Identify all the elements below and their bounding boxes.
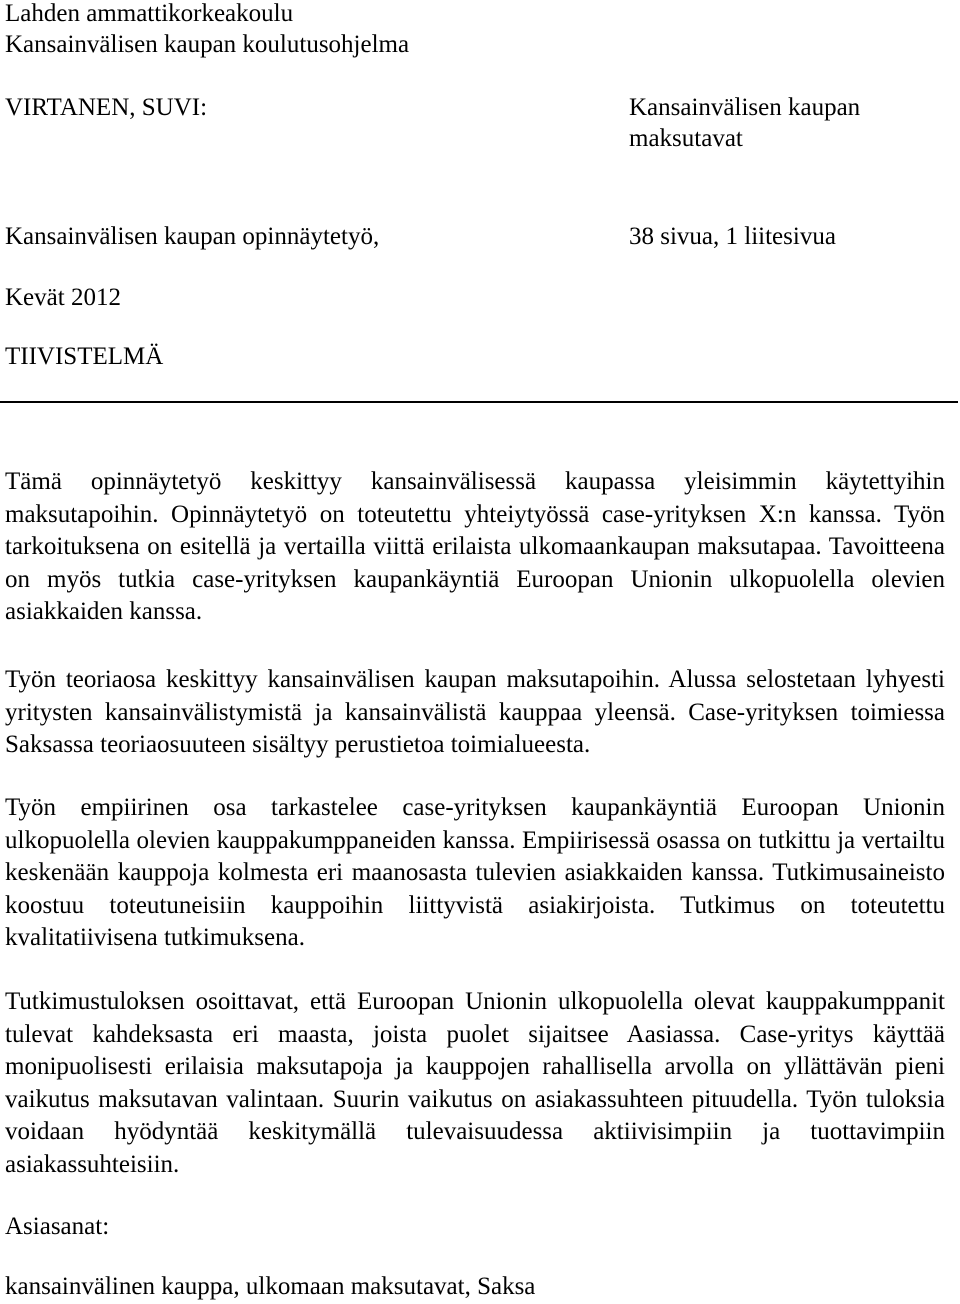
page-count: 38 sivua, 1 liitesivua [629, 223, 836, 250]
thesis-title-line-2: maksutavat [629, 125, 743, 152]
abstract-paragraph-3: Työn empiirinen osa tarkastelee case-yrityksen kaupankäyntiä Euroopan Unionin ulkopuolella olevien kauppakumppaneiden kanssa. Empiirisessä osassa on tutkittu ja vertailtu keskenään kauppoja kolmesta eri maanosasta tulevien asiakkaiden kanssa. Tutkimusaineisto koostuu toteutuneisiin kauppoihin liittyvistä asiakirjoista. Tutkimus on toteutettu kvalitatiivisena tutkimuksena. [5, 794, 945, 951]
degree-program: Kansainvälisen kaupan koulutusohjelma [5, 31, 410, 58]
abstract-heading: TIIVISTELMÄ [5, 343, 164, 370]
abstract-paragraph-4: Tutkimustuloksen osoittavat, että Euroopan Unionin ulkopuolella olevat kauppakumppanit tulevat kahdeksasta eri maasta, joista puolet sijaitsee Aasiassa. Case-yritys käyttää monipuolisesti erilaisia maksutapoja ja kauppojen rahallisella arvolla on yllättävän pieni vaikutus maksutavan valintaan. Suurin vaikutus on asiakassuhteen pituudella. Työn tuloksia voidaan hyödyntää keskitymällä tulevaisuudessa aktiivisimpiin ja tuottavimpiin asiakassuhteisiin. [5, 988, 945, 1178]
abstract-paragraph-1: Tämä opinnäytetyö keskittyy kansainvälisessä kaupassa yleisimmin käytettyihin maksutapoihin. Opinnäytetyö on toteutettu yhteiytyössä case-yrityksen X:n kanssa. Työn tarkoituksena on esitellä ja vertailla viittä erilaista ulkomaankaupan maksutapaa. Tavoitteena on myös tutkia case-yrityksen kaupankäyntiä Euroopan Unionin ulkopuolella olevien asiakkaiden kanssa. [5, 468, 945, 625]
institution-name: Lahden ammattikorkeakoulu [5, 0, 294, 27]
thesis-title-line-1: Kansainvälisen kaupan [629, 94, 861, 121]
thesis-type: Kansainvälisen kaupan opinnäytetyö, [5, 223, 380, 250]
semester: Kevät 2012 [5, 284, 121, 311]
keywords-label: Asiasanat: [5, 1213, 110, 1240]
author-name: VIRTANEN, SUVI: [5, 94, 208, 121]
heading-divider [0, 401, 958, 403]
abstract-paragraph-2: Työn teoriaosa keskittyy kansainvälisen kaupan maksutapoihin. Alussa selostetaan lyhyesti yritysten kansainvälistymistä ja kansainvälistä kauppaa yleensä. Case-yrityksen toimiessa Saksassa teoriaosuuteen sisältyy perustietoa toimialueesta. [5, 666, 945, 758]
keywords-value: kansainvälinen kauppa, ulkomaan maksutavat, Saksa [5, 1273, 536, 1300]
